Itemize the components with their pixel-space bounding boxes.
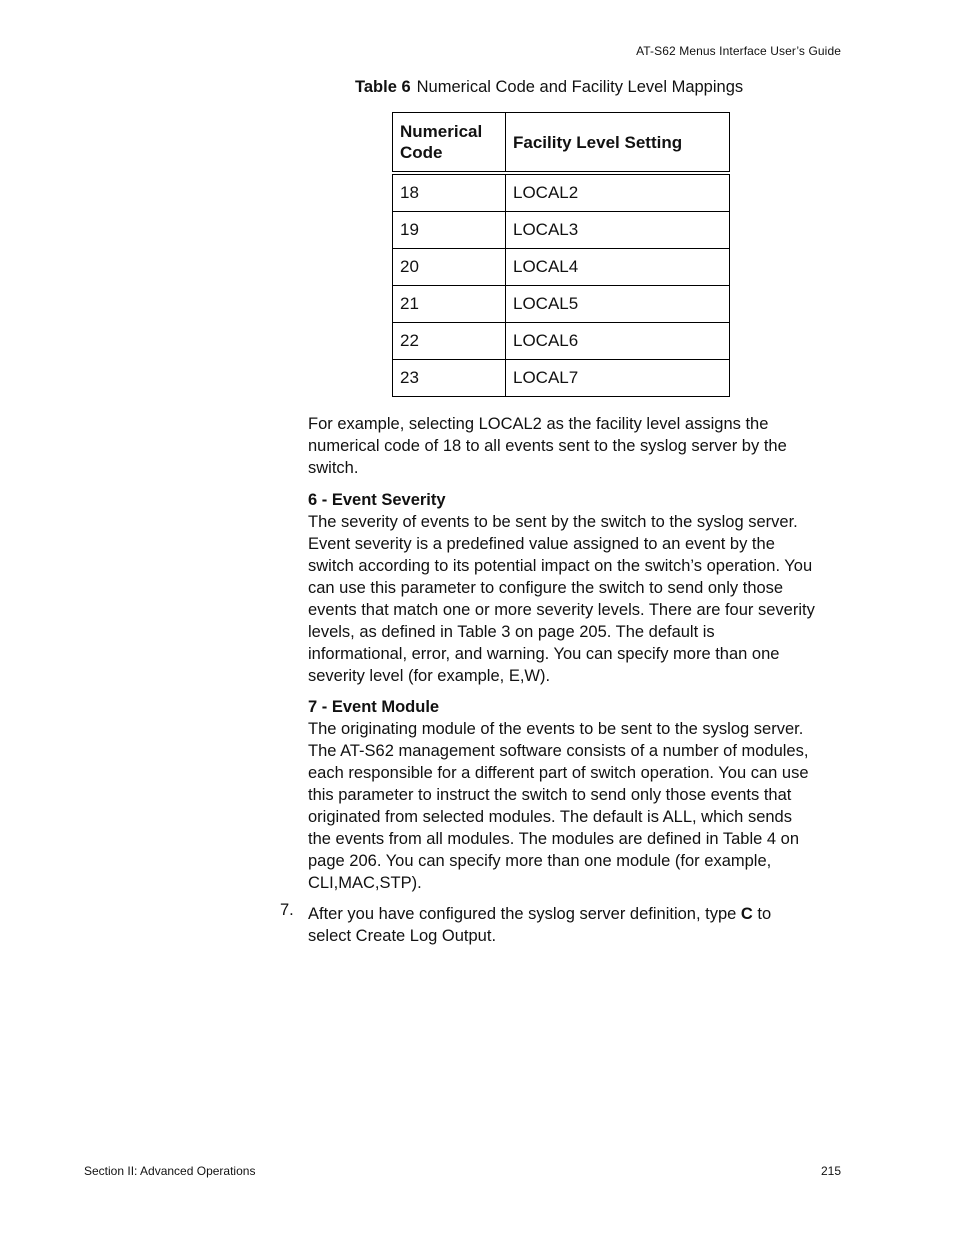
column-header-facility-level: Facility Level Setting xyxy=(506,113,730,174)
table-cell-facility: LOCAL3 xyxy=(506,212,730,249)
event-module-paragraph: The originating module of the events to be sent to the syslog server. The AT-S62 management software consists of a number of modules, each responsible for a different part of switch operation. You can use this parameter to instruct the switch to send only those events that originated from selected modules. The default is ALL, which sends the events from all modules. The modules are defined in Table 4 on page 206. You can specify more than one module (for example, CLI,MAC,STP). xyxy=(308,720,809,892)
step-key: C xyxy=(740,905,753,923)
table-row xyxy=(393,286,730,323)
table-cell-facility: LOCAL2 xyxy=(506,173,730,212)
running-header: AT-S62 Menus Interface User’s Guide xyxy=(636,44,841,58)
step-text-after: to select Create Log Output. xyxy=(308,905,772,945)
table-row xyxy=(393,212,730,249)
event-severity-paragraph: The severity of events to be sent by the switch to the syslog server. Event severity is a predefined value assigned to an event by the switch according to its potential impact on the switch’s operation. You can use this parameter to configure the switch to send only those events that match one or more severity levels. There are four severity levels, as defined in Table 3 on page 205. The default is informational, error, and warning. You can specify more than one severity level (for example, E,W). xyxy=(308,513,815,685)
table-caption xyxy=(355,78,743,97)
table-cell-facility: LOCAL6 xyxy=(506,323,730,360)
facility-mapping-table xyxy=(392,112,730,397)
example-paragraph: For example, selecting LOCAL2 as the facility level assigns the numerical code of 18 to all events sent to the syslog server by the switch. xyxy=(308,415,787,477)
footer-section: Section II: Advanced Operations xyxy=(84,1164,256,1178)
table-cell-facility: LOCAL5 xyxy=(506,286,730,323)
table-cell-code: 22 xyxy=(393,323,506,360)
table-cell-code: 19 xyxy=(393,212,506,249)
table-header-row xyxy=(393,113,730,174)
step-7-text xyxy=(308,903,818,947)
step-number: 7. xyxy=(280,901,294,919)
table-row xyxy=(393,360,730,397)
table-row xyxy=(393,323,730,360)
table-cell-code: 20 xyxy=(393,249,506,286)
column-header-numerical-code: Numerical Code xyxy=(393,113,506,174)
table-cell-facility: LOCAL4 xyxy=(506,249,730,286)
step-text-before: After you have configured the syslog server definition, type xyxy=(308,905,741,923)
event-module-heading: 7 - Event Module xyxy=(308,698,440,716)
table-cell-code: 18 xyxy=(393,173,506,212)
page-number: 215 xyxy=(820,1164,841,1178)
table-cell-code: 21 xyxy=(393,286,506,323)
table-row xyxy=(393,249,730,286)
table-caption-label: Table 6 xyxy=(355,78,411,96)
table-cell-code: 23 xyxy=(393,360,506,397)
table-row xyxy=(393,173,730,212)
main-content xyxy=(308,413,818,947)
event-severity-heading: 6 - Event Severity xyxy=(308,491,446,509)
table-caption-text: Numerical Code and Facility Level Mappings xyxy=(416,78,744,96)
table-cell-facility: LOCAL7 xyxy=(506,360,730,397)
